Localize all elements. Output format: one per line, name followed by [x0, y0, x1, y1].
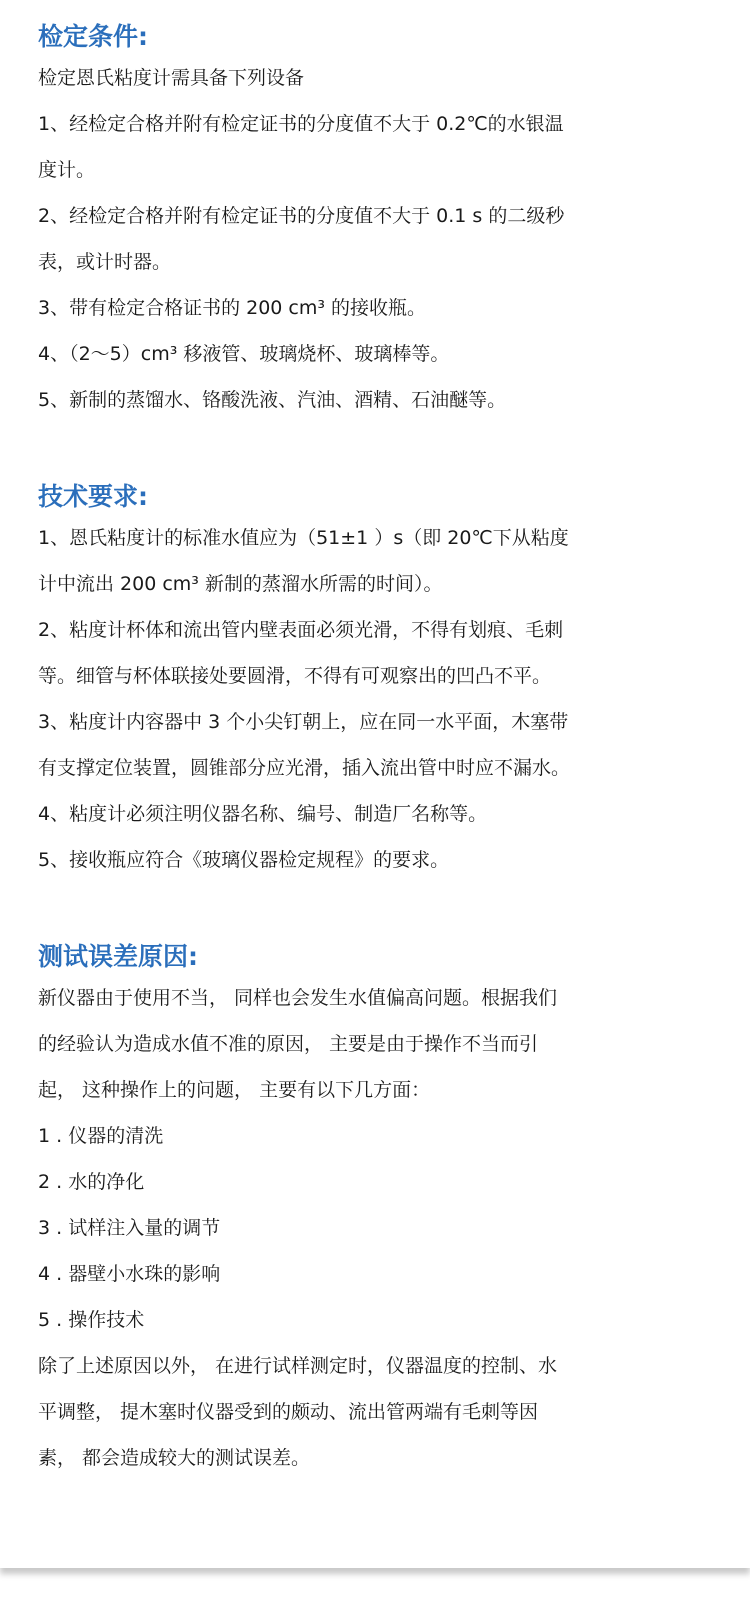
paragraph-line: 等。细管与杯体联接处要圆滑，不得有可观察出的凹凸不平。: [38, 665, 552, 687]
paragraph-line: 2 . 水的净化: [38, 1171, 145, 1193]
paragraph-line: 起， 这种操作上的问题， 主要有以下几方面：: [38, 1079, 431, 1101]
paragraph-line: 表，或计时器。: [38, 251, 172, 273]
paragraph-line: 2、经检定合格并附有检定证书的分度值不大于 0.1 s 的二级秒: [38, 205, 565, 227]
paragraph-line: 检定恩氏粘度计需具备下列设备: [38, 67, 305, 89]
paragraph-line: 5、接收瓶应符合《玻璃仪器检定规程》的要求。: [38, 849, 450, 871]
paragraph-line: 计中流出 200 cm³ 新制的蒸溜水所需的时间）。: [38, 573, 443, 595]
paragraph-line: 4、（2～5）cm³ 移液管、玻璃烧杯、玻璃棒等。: [38, 343, 450, 365]
paragraph-line: 2、粘度计杯体和流出管内壁表面必须光滑，不得有划痕、毛刺: [38, 619, 564, 641]
section-technical-requirements: [38, 478, 750, 883]
paragraph-line: 1 . 仪器的清洗: [38, 1125, 164, 1147]
paragraph-line: 新仪器由于使用不当， 同样也会发生水值偏高问题。根据我们: [38, 987, 558, 1009]
paragraph-line: 素， 都会造成较大的测试误差。: [38, 1447, 311, 1469]
paragraph-line: 4 . 器壁小水珠的影响: [38, 1263, 221, 1285]
paragraph-line: 有支撑定位装置，圆锥部分应光滑，插入流出管中时应不漏水。: [38, 757, 571, 779]
section-heading: 技术要求:: [38, 482, 148, 511]
paragraph-line: 度计。: [38, 159, 96, 181]
paragraph-line: 5、新制的蒸馏水、铬酸洗液、汽油、酒精、石油醚等。: [38, 389, 507, 411]
paragraph-line: 除了上述原因以外， 在进行试样测定时，仪器温度的控制、水: [38, 1355, 558, 1377]
section-heading: 检定条件:: [38, 22, 148, 51]
paragraph-line: 4、粘度计必须注明仪器名称、编号、制造厂名称等。: [38, 803, 488, 825]
paragraph-line: 5 . 操作技术: [38, 1309, 145, 1331]
paragraph-line: 3、粘度计内容器中 3 个小尖钉朝上，应在同一水平面，木塞带: [38, 711, 569, 733]
paragraph-line: 的经验认为造成水值不准的原因， 主要是由于操作不当而引: [38, 1033, 539, 1055]
paragraph-line: 1、恩氏粘度计的标准水值应为（51±1 ）s（即 20℃下从粘度: [38, 527, 569, 549]
paragraph-line: 3、带有检定合格证书的 200 cm³ 的接收瓶。: [38, 297, 427, 319]
section-heading: 测试误差原因:: [38, 942, 198, 971]
paragraph-line: 3 . 试样注入量的调节: [38, 1217, 221, 1239]
section-test-error-causes: [38, 938, 750, 1481]
paragraph-line: 1、经检定合格并附有检定证书的分度值不大于 0.2℃的水银温: [38, 113, 564, 135]
section-inspection-conditions: [38, 18, 750, 423]
paragraph-line: 平调整， 提木塞时仪器受到的颇动、流出管两端有毛刺等因: [38, 1401, 539, 1423]
